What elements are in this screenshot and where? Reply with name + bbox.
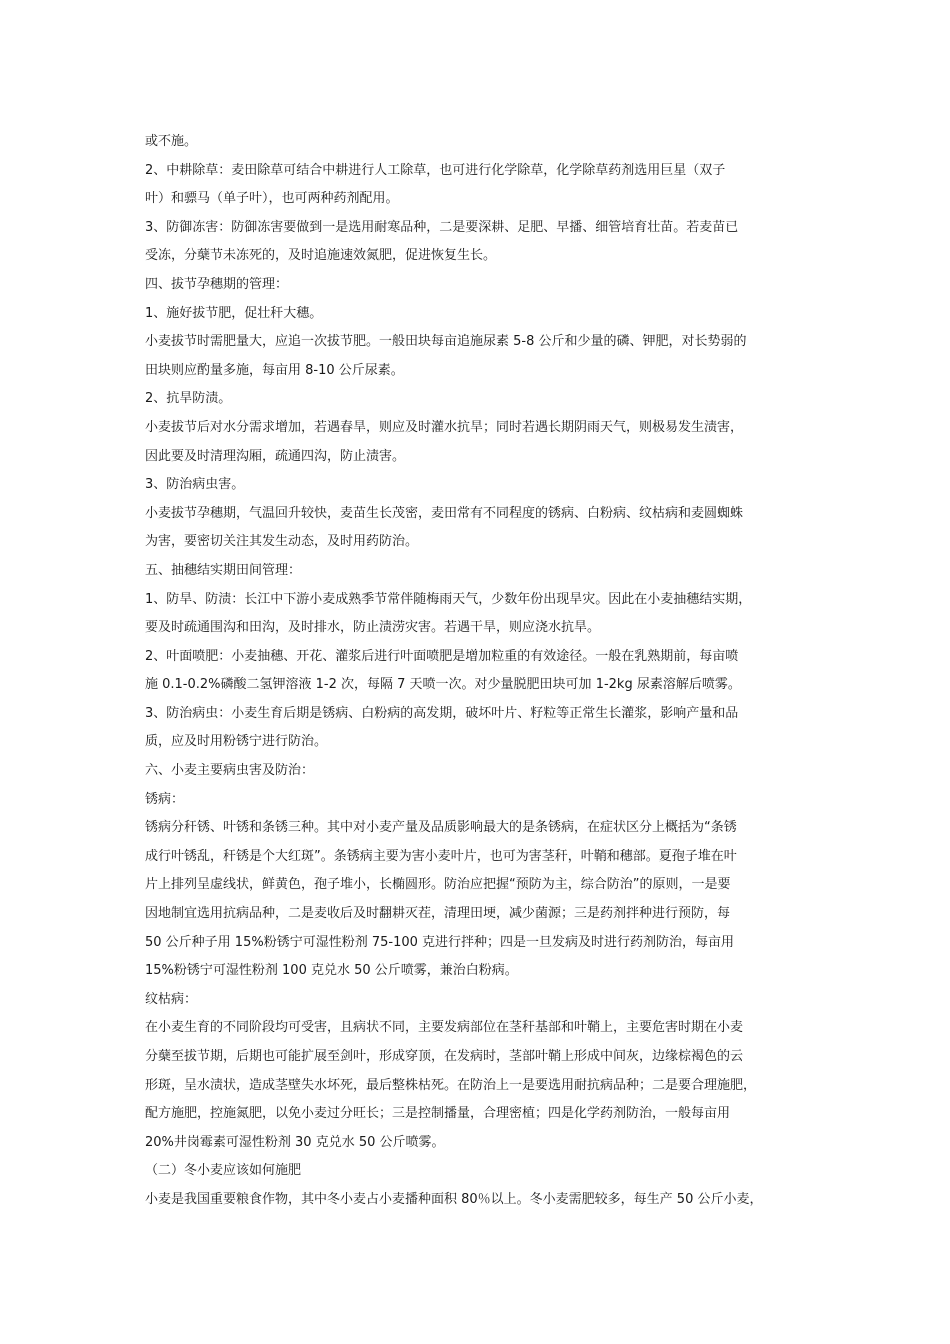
text-line: 3、防御冻害：防御冻害要做到一是选用耐寒品种，二是要深耕、足肥、早播、细管培育壮苗。若麦苗已 <box>145 219 739 235</box>
text-line: 或不施。 <box>145 134 198 149</box>
text-line: 成行叶锈乱，秆锈是个大红斑”。条锈病主要为害小麦叶片，也可为害茎秆，叶鞘和穗部。夏孢子堆在叶 <box>145 848 737 864</box>
text-line: 3、防治病虫：小麦生育后期是锈病、白粉病的高发期，破坏叶片、籽粒等正常生长灌浆，影响产量和品 <box>145 705 739 721</box>
text-line: 形斑，呈水渍状，造成茎壁失水坏死，最后整株枯死。在防治上一是要选用耐抗病品种；二是要合理施肥， <box>145 1077 757 1093</box>
text-line: 2、叶面喷肥：小麦抽穗、开花、灌浆后进行叶面喷肥是增加粒重的有效途径。一般在乳熟期前，每亩喷 <box>145 648 739 664</box>
text-line: 片上排列呈虚线状，鲜黄色，孢子堆小，长椭圆形。防治应把握“预防为主，综合防治”的原则，一是要 <box>145 877 731 893</box>
text-line: 受冻，分蘖节未冻死的，及时追施速效氮肥，促进恢复生长。 <box>145 248 497 264</box>
text-line: 锈病分秆锈、叶锈和条锈三种。其中对小麦产量及品质影响最大的是条锈病，在症状区分上概括为“条锈 <box>145 820 737 836</box>
text-line: 因此要及时清理沟厢，疏通四沟，防止渍害。 <box>145 448 406 464</box>
text-line: 六、小麦主要病虫害及防治： <box>145 763 315 779</box>
text-line: 20%井岗霉素可湿性粉剂 30 克兑水 50 公斤喷雾。 <box>145 1134 445 1150</box>
text-line: 1、防旱、防渍：长江中下游小麦成熟季节常伴随梅雨天气，少数年份出现旱灾。因此在小麦抽穗结实期， <box>145 591 752 607</box>
text-line: 小麦是我国重要粮食作物，其中冬小麦占小麦播种面积 80％以上。冬小麦需肥较多，每生产 50 公斤小麦， <box>145 1191 763 1207</box>
text-line: 锈病： <box>145 791 185 807</box>
text-line: （二）冬小麦应该如何施肥 <box>145 1163 302 1179</box>
text-line: 四、拔节孕穗期的管理： <box>145 276 289 292</box>
text-line: 50 公斤种子用 15%粉锈宁可湿性粉剂 75-100 克进行拌种；四是一旦发病及时进行药剂防治，每亩用 <box>145 934 735 950</box>
text-line: 为害，要密切关注其发生动态，及时用药防治。 <box>145 534 419 550</box>
text-line: 小麦拔节孕穗期，气温回升较快，麦苗生长茂密，麦田常有不同程度的锈病、白粉病、纹枯病和麦圆蜘蛛 <box>145 505 744 521</box>
text-line: 纹枯病： <box>145 991 198 1007</box>
text-line: 在小麦生育的不同阶段均可受害，且病状不同，主要发病部位在茎秆基部和叶鞘上，主要危害时期在小麦 <box>145 1020 744 1036</box>
text-line: 2、抗旱防渍。 <box>145 391 232 407</box>
text-line: 田块则应酌量多施，每亩用 8-10 公斤尿素。 <box>145 362 404 378</box>
text-line: 质，应及时用粉锈宁进行防治。 <box>145 734 328 750</box>
text-line: 因地制宜选用抗病品种，二是麦收后及时翻耕灭茬，清理田埂，减少菌源；三是药剂拌种进行预防，每 <box>145 906 731 922</box>
text-line: 2、中耕除草：麦田除草可结合中耕进行人工除草，也可进行化学除草，化学除草药剂选用巨星（双子 <box>145 162 726 178</box>
document-body <box>145 128 825 1215</box>
text-line: 叶）和骠马（单子叶），也可两种药剂配用。 <box>145 191 399 207</box>
text-line: 3、防治病虫害。 <box>145 477 245 493</box>
text-line: 施 0.1-0.2%磷酸二氢钾溶液 1-2 次，每隔 7 天喷一次。对少量脱肥田块可加 1-2kg 尿素溶解后喷雾。 <box>145 677 741 693</box>
text-line: 要及时疏通围沟和田沟，及时排水，防止渍涝灾害。若遇干旱，则应浇水抗旱。 <box>145 620 601 636</box>
text-line: 小麦拔节后对水分需求增加，若遇春旱，则应及时灌水抗旱；同时若遇长期阴雨天气，则极易发生渍害， <box>145 419 744 435</box>
text-line: 五、抽穗结实期田间管理： <box>145 562 302 578</box>
text-line: 小麦拔节时需肥量大，应追一次拔节肥。一般田块每亩追施尿素 5-8 公斤和少量的磷、钾肥，对长势弱的 <box>145 334 747 350</box>
text-line: 1、施好拔节肥，促壮秆大穗。 <box>145 305 323 321</box>
text-line: 15%粉锈宁可湿性粉剂 100 克兑水 50 公斤喷雾，兼治白粉病。 <box>145 963 518 979</box>
text-line: 配方施肥，控施氮肥，以免小麦过分旺长；三是控制播量，合理密植；四是化学药剂防治，一般每亩用 <box>145 1106 731 1122</box>
text-line: 分蘖至拔节期，后期也可能扩展至剑叶，形成穿顶，在发病时，茎部叶鞘上形成中间灰，边缘棕褐色的云 <box>145 1049 744 1064</box>
